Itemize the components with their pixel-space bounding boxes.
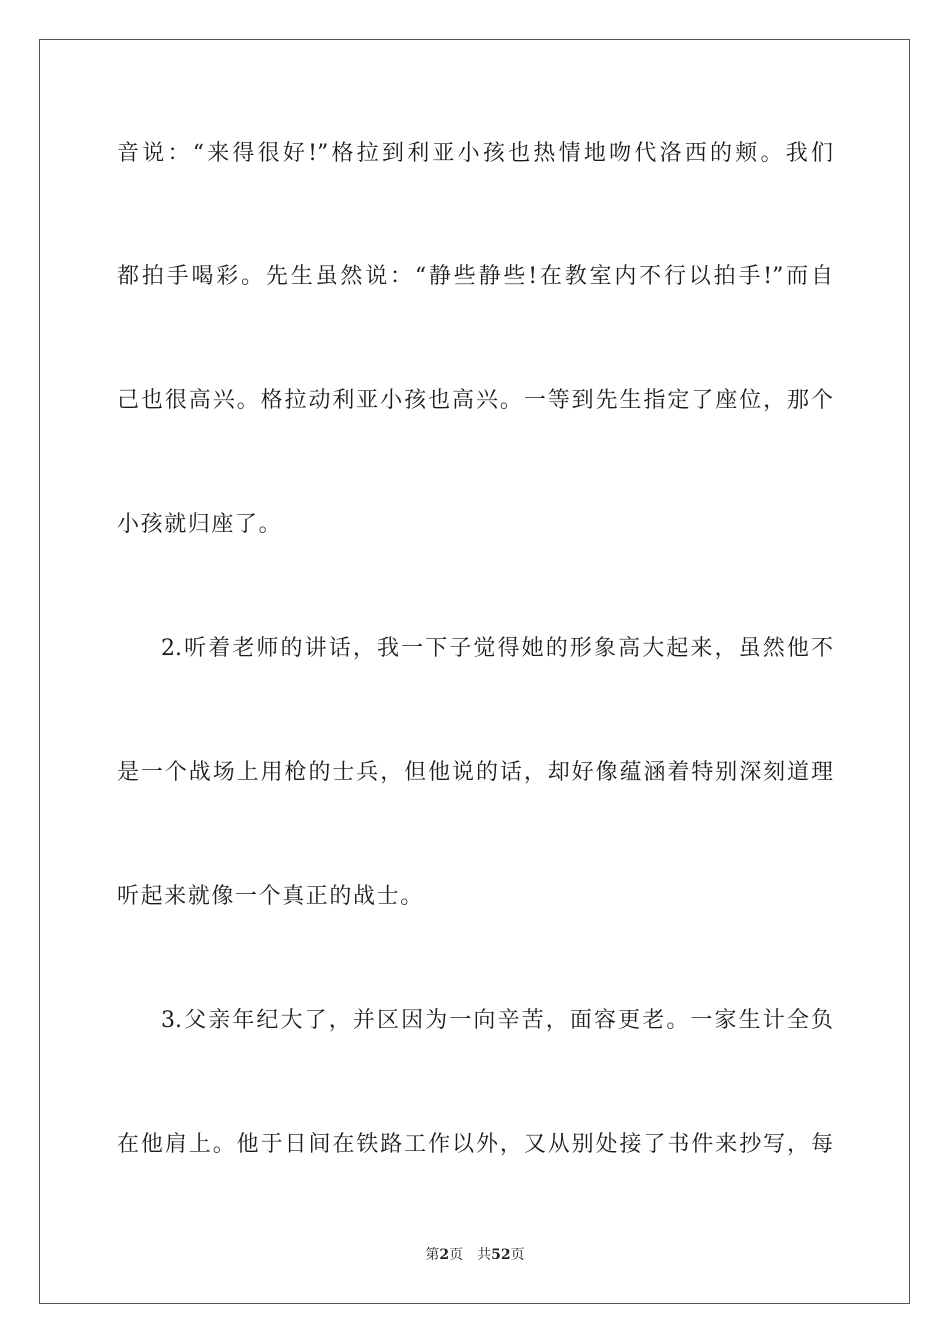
text-line: 听起来就像一个真正的战士。: [117, 884, 424, 909]
text-line: 己也很高兴。格拉动利亚小孩也高兴。一等到先生指定了座位，那个: [117, 388, 833, 413]
total-label-suffix: 页: [510, 1247, 525, 1263]
text-line: 2.听着老师的讲话，我一下子觉得她的形象高大起来，虽然他不: [161, 636, 833, 661]
current-page-number: 2: [439, 1247, 450, 1263]
text-line: 是一个战场上用枪的士兵，但他说的话，却好像蕴涵着特别深刻道理: [117, 760, 833, 785]
page-label-suffix: 页: [449, 1247, 464, 1263]
text-line: 3.父亲年纪大了，并区因为一向辛苦，面容更老。一家生计全负: [161, 1008, 833, 1033]
page-footer: [0, 1246, 950, 1264]
text-line: 小孩就归座了。: [117, 512, 283, 537]
page-border: [39, 39, 910, 1304]
total-label-prefix: 共: [477, 1247, 492, 1263]
total-pages-number: 52: [491, 1247, 511, 1263]
text-line: 在他肩上。他于日间在铁路工作以外，又从别处接了书件来抄写，每: [117, 1132, 833, 1157]
text-line: 音说：“来得很好!”格拉到利亚小孩也热情地吻代洛西的颊。我们: [117, 141, 833, 166]
text-line: 都拍手喝彩。先生虽然说：“静些静些!在教室内不行以拍手!”而自: [117, 264, 833, 289]
page-label-prefix: 第: [425, 1247, 440, 1263]
